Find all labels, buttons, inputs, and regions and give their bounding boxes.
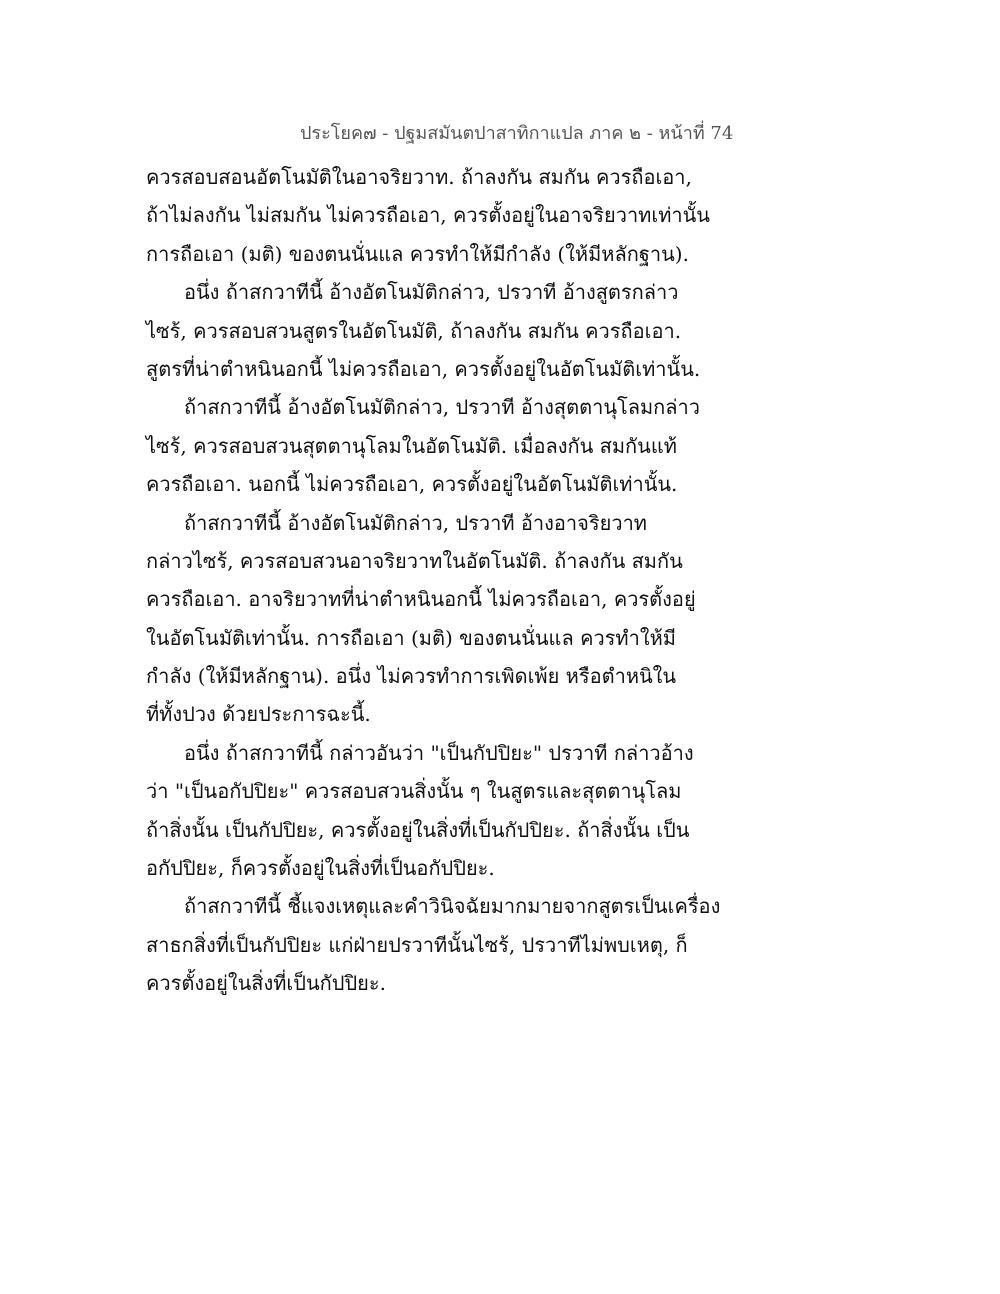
text-line: ควรถือเอา. อาจริยวาทที่น่าตำหนินอกนี้ ไม่ควรถือเอา, ควรตั้งอยู่ <box>146 587 696 612</box>
paragraph-start-line: อนึ่ง ถ้าสกวาทีนี้ อ้างอัตโนมัติกล่าว, ปรวาที อ้างสูตรกล่าว <box>184 280 679 305</box>
paragraph-start-line: ถ้าสกวาทีนี้ อ้างอัตโนมัติกล่าว, ปรวาที อ้างอาจริยวาท <box>184 510 647 535</box>
text-line: กล่าวไซร้, ควรสอบสวนอาจริยวาทในอัตโนมัติ. ถ้าลงกัน สมกัน <box>146 548 683 573</box>
text-line: ที่ทั้งปวง ด้วยประการฉะนี้. <box>146 702 371 727</box>
text-line: ไซร้, ควรสอบสวนสูตรในอัตโนมัติ, ถ้าลงกัน สมกัน ควรถือเอา. <box>146 318 682 343</box>
text-line: ในอัตโนมัติเท่านั้น. การถือเอา (มติ) ของตนนั่นแล ควรทำให้มี <box>146 625 676 650</box>
text-line: ถ้าสิ่งนั้น เป็นกัปปิยะ, ควรตั้งอยู่ในสิ่งที่เป็นกัปปิยะ. ถ้าสิ่งนั้น เป็น <box>146 817 690 842</box>
text-line: ควรถือเอา. นอกนี้ ไม่ควรถือเอา, ควรตั้งอยู่ในอัตโนมัติเท่านั้น. <box>146 472 678 497</box>
text-line: สูตรที่น่าตำหนินอกนี้ ไม่ควรถือเอา, ควรตั้งอยู่ในอัตโนมัติเท่านั้น. <box>146 356 701 381</box>
body-text <box>146 158 721 1003</box>
text-line: กำลัง (ให้มีหลักฐาน). อนึ่ง ไม่ควรทำการเพิดเพ้ย หรือตำหนิใน <box>146 664 677 689</box>
text-line: การถือเอา (มติ) ของตนนั่นแล ควรทำให้มีกำลัง (ให้มีหลักฐาน). <box>146 241 689 266</box>
text-line: อกัปปิยะ, ก็ควรตั้งอยู่ในสิ่งที่เป็นอกัปปิยะ. <box>146 856 495 881</box>
running-header: ประโยค๗ - ปฐมสมันตปาสาทิกาแปล ภาค ๒ - หน้าที่ 74 <box>300 123 734 144</box>
paragraph-start-line: ถ้าสกวาทีนี้ อ้างอัตโนมัติกล่าว, ปรวาที อ้างสุตตานุโลมกล่าว <box>184 395 701 420</box>
text-line: ถ้าไม่ลงกัน ไม่สมกัน ไม่ควรถือเอา, ควรตั้งอยู่ในอาจริยวาทเท่านั้น <box>146 203 710 228</box>
paragraph-start-line: ถ้าสกวาทีนี้ ชี้แจงเหตุและคำวินิจฉัยมากมายจากสูตรเป็นเครื่อง <box>184 894 721 919</box>
text-line: ไซร้, ควรสอบสวนสุตตานุโลมในอัตโนมัติ. เมื่อลงกัน สมกันแท้ <box>146 433 677 458</box>
text-line: ควรตั้งอยู่ในสิ่งที่เป็นกัปปิยะ. <box>146 971 386 996</box>
text-line: สาธกสิ่งที่เป็นกัปปิยะ แก่ฝ่ายปรวาทีนั้นไซร้, ปรวาทีไม่พบเหตุ, ก็ <box>146 932 688 957</box>
paragraph-start-line: อนึ่ง ถ้าสกวาทีนี้ กล่าวอันว่า "เป็นกัปปิยะ" ปรวาที กล่าวอ้าง <box>184 740 694 765</box>
text-line: ว่า "เป็นอกัปปิยะ" ควรสอบสวนสิ่งนั้น ๆ ในสูตรและสุตตานุโลม <box>146 779 682 804</box>
text-line: ควรสอบสอนอัตโนมัติในอาจริยวาท. ถ้าลงกัน สมกัน ควรถือเอา, <box>146 165 692 189</box>
